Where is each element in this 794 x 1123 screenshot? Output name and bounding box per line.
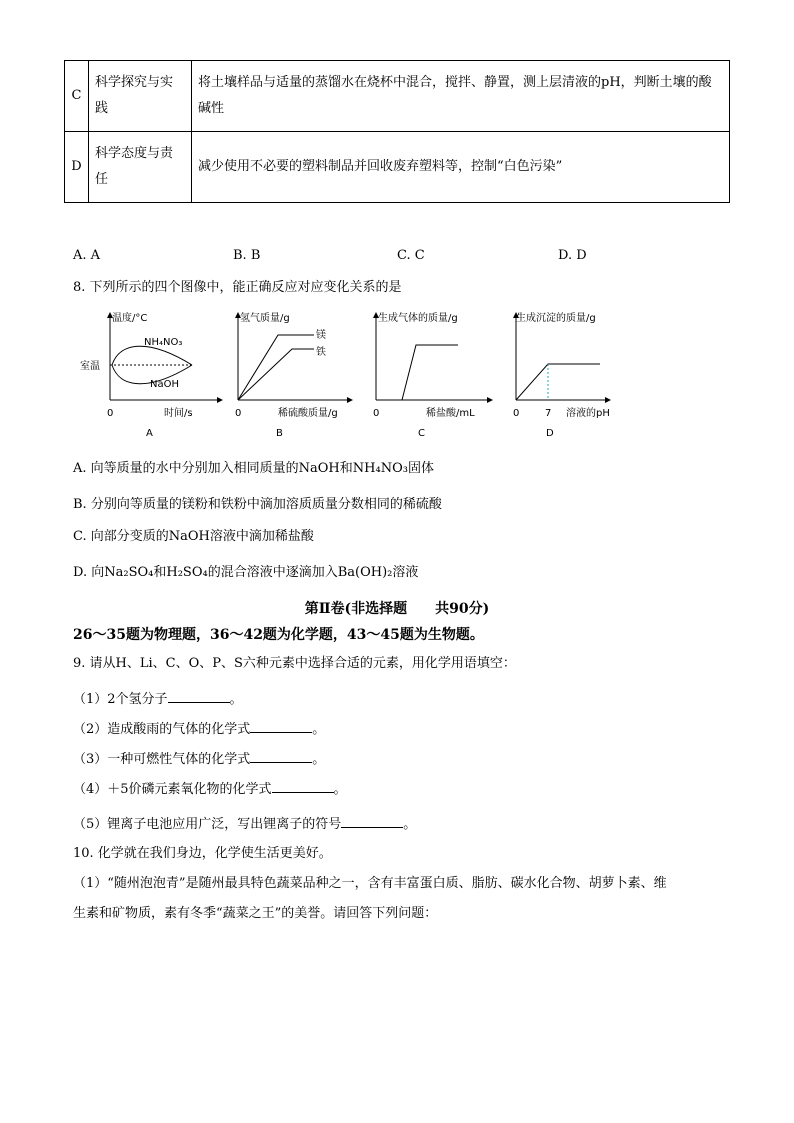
graph-d-tick: 7 [545, 408, 552, 419]
graph-c-xlabel: 稀盐酸/mL [426, 408, 475, 419]
graph-b-series2: 铁 [316, 347, 326, 358]
q8-option-a-text: A. 向等质量的水中分别加入相同质量的NaOH和 [73, 461, 353, 476]
answer-blank[interactable] [341, 813, 403, 828]
q7-option-b: B. B [233, 248, 261, 263]
graph-d-origin: 0 [513, 408, 520, 419]
q9-stem: 9. 请从H、Li、C、O、P、S六种元素中选择合适的元素，用化学用语填空： [73, 656, 516, 671]
row-topic: 科学态度与责任 [89, 132, 192, 203]
graph-b-xlabel: 稀硫酸质量/g [278, 408, 338, 419]
q8-option-d [73, 564, 418, 582]
graph-b-series1: 镁 [316, 330, 326, 341]
q9-item-end: 。 [403, 817, 417, 832]
graph-d-label: D [546, 428, 554, 439]
graph-a-label: A [146, 428, 153, 439]
graph-d-ylabel: 生成沉淀的质量/g [516, 313, 596, 324]
q8-graphs [80, 305, 640, 445]
graph-a-origin: 0 [107, 408, 114, 419]
q9-item-end: 。 [312, 752, 326, 767]
graph-b-ylabel: 氢气质量/g [240, 313, 290, 324]
graph-b [235, 311, 350, 439]
graph-a-series1: NH₄NO₃ [144, 337, 183, 348]
q9-item-text: （1）2个氢分子 [73, 692, 168, 707]
graph-c-origin: 0 [373, 408, 380, 419]
graph-c [373, 311, 490, 439]
graph-c-label: C [418, 428, 425, 439]
chem-formula: NH₄NO₃ [352, 461, 408, 476]
q9-item-3 [73, 748, 325, 769]
q9-item-text: （4）＋5价磷元素氧化物的化学式 [73, 782, 272, 797]
section-title: 第Ⅱ卷(非选择题 共90分) [304, 601, 490, 617]
q9-item-1 [73, 688, 243, 709]
q9-item-5 [73, 813, 416, 834]
q10-stem: 10. 化学就在我们身边，化学使生活更美好。 [73, 846, 332, 861]
graph-d [513, 311, 610, 439]
graph-a [80, 311, 220, 439]
q10-para-line1: （1）“随州泡泡青”是随州最具特色蔬菜品种之一，含有丰富蛋白质、脂肪、碳水化合物、胡萝卜素、维 [73, 876, 667, 891]
table-row [65, 61, 730, 132]
q9-item-text: （2）造成酸雨的气体的化学式 [73, 722, 251, 737]
row-key: C [65, 61, 89, 132]
q9-item-end: 。 [333, 782, 347, 797]
q9-item-4 [73, 778, 347, 799]
q8-option-d-and: 和 [153, 565, 167, 580]
table-row [65, 132, 730, 203]
section-note: 26～35题为物理题，36～42题为化学题，43～45题为生物题。 [73, 627, 484, 643]
q10-para-line2: 生素和矿物质，素有冬季“蔬菜之王”的美誉。请回答下列问题： [73, 906, 438, 921]
row-topic: 科学探究与实践 [89, 61, 192, 132]
criteria-table [64, 60, 730, 203]
q9-item-text: （3）一种可燃性气体的化学式 [73, 752, 251, 767]
q7-option-d: D. D [558, 248, 587, 263]
graph-d-xlabel: 溶液的pH [566, 408, 610, 419]
q8-option-c: C. 向部分变质的NaOH溶液中滴加稀盐酸 [73, 529, 314, 544]
graph-c-ylabel: 生成气体的质量/g [378, 313, 458, 324]
graph-a-ylabel: 温度/°C [112, 313, 148, 324]
answer-blank[interactable] [168, 688, 230, 703]
answer-blank[interactable] [250, 718, 312, 733]
row-content: 将土壤样品与适量的蒸馏水在烧杯中混合，搅拌、静置，测上层清液的pH，判断土壤的酸碱性 [192, 61, 730, 132]
graph-a-xlabel: 时间/s [164, 408, 193, 419]
answer-blank[interactable] [250, 748, 312, 763]
graph-b-origin: 0 [235, 408, 242, 419]
graph-a-series2: NaOH [150, 379, 179, 390]
q9-item-text: （5）锂离子电池应用广泛，写出锂离子的符号 [73, 817, 342, 832]
graph-a-ref: 室温 [80, 361, 100, 372]
q9-item-end: 。 [229, 692, 243, 707]
q8-option-d-mid: 的混合溶液中逐滴加入 [207, 565, 338, 580]
row-content: 减少使用不必要的塑料制品并回收废弃塑料等，控制“白色污染” [192, 132, 730, 203]
row-key: D [65, 132, 89, 203]
chem-formula: Ba(OH)₂ [337, 565, 393, 580]
q8-option-d-text: D. 向 [73, 565, 105, 580]
q8-stem: 8. 下列所示的四个图像中，能正确反应对应变化关系的是 [73, 280, 402, 295]
chem-formula: H₂SO₄ [166, 565, 208, 580]
q7-option-a: A. A [73, 248, 101, 263]
q9-item-2 [73, 718, 325, 739]
q8-option-a [73, 460, 434, 478]
q8-option-a-end: 固体 [407, 461, 434, 476]
graph-b-label: B [276, 428, 283, 439]
answer-blank[interactable] [272, 778, 334, 793]
q7-option-c: C. C [397, 248, 425, 263]
chem-formula: Na₂SO₄ [104, 565, 154, 580]
q8-option-b: B. 分别向等质量的镁粉和铁粉中滴加溶质质量分数相同的稀硫酸 [73, 497, 442, 512]
q8-option-d-end: 溶液 [392, 565, 419, 580]
q9-item-end: 。 [312, 722, 326, 737]
